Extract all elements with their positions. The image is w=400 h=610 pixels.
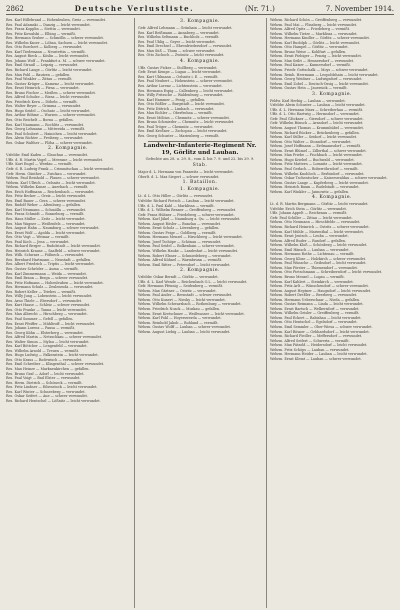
- casualty-entry: Res. Walter Simon — Mylau — leicht verwundet.: [6, 339, 90, 344]
- casualty-entry: Res. Alfred Schulze — Riesa — leicht verwundet.: [6, 95, 91, 100]
- casualty-entry: Res. Oskar Seifert — Aue — schwer verwundet.: [6, 394, 88, 399]
- casualty-entry: Wehrm. Paul Reinhold — Plauen — schwer verwundet.: [6, 176, 100, 181]
- casualty-entry: Res. Karl Böttcher — Lengenfeld — verwundet.: [6, 344, 88, 349]
- casualty-entry: Vzfeldw. Erich Stein — Görlitz — verwundet.: [270, 206, 347, 211]
- casualty-entry: Res. Georg Kühn — Elsterberg — verwundet.: [6, 330, 84, 335]
- casualty-entry: Res. August Hahn — Naumburg — schwer verwundet.: [6, 226, 100, 231]
- casualty-entry: Res. Bruno Fischer — Meißen — schwer verwundet.: [6, 90, 96, 95]
- casualty-entry: Wehrm. Georg Weidner — Ludwigsdorf — verwundet.: [270, 77, 363, 82]
- casualty-entry: Res. Max Süß — Thum — schwer verwundet.: [138, 48, 216, 53]
- casualty-entry: Wehrm. Bruno Weise — Kohlfurt — gefallen.: [270, 49, 347, 54]
- casualty-entry: Gefr. Wilhelm Bönsch — Arnsdorf — leicht verwundet.: [270, 121, 364, 126]
- casualty-entry: Wehrm. Alfred Seifert — Schwerta — vermißt.: [270, 338, 350, 343]
- casualty-entry: Res. Emil Strauß — Leipzig — verwundet.: [6, 63, 79, 68]
- casualty-entry: Uffz. Gustav Ficker — Stollberg — verwundet.: [138, 65, 218, 70]
- casualty-entry: Wehrm. Ernst Bartsch — Welkersdorf — verwundet.: [270, 306, 360, 311]
- casualty-entry: Wehrm. Karl Jäkel — Naumburg a. Qu. — leicht verwundet.: [138, 217, 241, 222]
- casualty-entry: Wehrm. Karl Ullrich — Oelsnitz — leicht verwundet.: [6, 180, 96, 185]
- casualty-entry: Res. Albert Friedrich — Triptis — leicht verwundet.: [6, 262, 95, 267]
- company-heading: 3. Kompagnie.: [312, 91, 352, 97]
- casualty-entry: Res. Johann Wolf — Frankfurt a. M. — schwer verwundet.: [6, 58, 106, 63]
- casualty-entry: Res. Alfred Martin — Netzschkau — schwer verwundet.: [6, 335, 103, 340]
- casualty-entry: Res. Hermann Schulz — Zeulenroda — verwundet.: [6, 285, 94, 290]
- casualty-entry: Vzfeldw. Emil Kaden — Glauchau — verwundet.: [6, 153, 89, 158]
- casualty-entry: Uffz. d. L. Paul Kahl — Marklissa — vermißt.: [138, 203, 215, 208]
- casualty-entry: Wehrm. Georg Klose — Holzkirch — schwer verwundet.: [270, 256, 367, 261]
- casualty-entry: Wehrm. Max Friebe — Fischbach — leicht verwundet.: [270, 153, 363, 158]
- casualty-entry: Uffz. d. L. Karl Wende — Reichenbach O.L. — leicht verwundet.: [138, 279, 248, 284]
- casualty-entry: Res. Karl Neumann — Schmölln — verwundet.: [6, 207, 87, 212]
- casualty-entry: Wehrm. Wilhelm Kunze — Auerbach — vermißt.: [6, 185, 89, 190]
- casualty-entry: Wehrm. Max Förster — Thiemendorf — verwundet.: [270, 265, 358, 270]
- casualty-entry: Res. Ernst Heinrich — Pirna — verwundet.: [6, 86, 80, 91]
- casualty-entry: Wehrm. Gustav Reimann — Linda — leicht verwundet.: [270, 302, 364, 307]
- publication-title: Deutsche Verlustliste.: [74, 4, 195, 13]
- casualty-entry: Wehrm. Karl Rudolph — Görlitz — leicht verwundet.: [270, 40, 361, 45]
- column-middle: [134, 18, 262, 608]
- casualty-entry: Res. Karl Naumann — Rochlitz — verwundet.: [6, 122, 85, 127]
- casualty-entry: Wehrm. August Rösler — Bunzlau — verwundet.: [138, 221, 222, 226]
- casualty-entry: Res. Otto Reichelt — Borna — gefallen.: [6, 118, 74, 123]
- casualty-entry: Wehrm. Fritz Mattern — Lomnitz — leicht verwundet.: [270, 162, 363, 167]
- casualty-entry: Res. Wilhelm Seltmann — Buchholz — vermißt.: [138, 35, 220, 40]
- casualty-entry: Res. Franz Kopplin — Stettin — verwundet.: [6, 27, 81, 32]
- casualty-entry: Wehrm. Karl Pohl — Hoyerswerda — verwundet.: [138, 316, 222, 321]
- casualty-entry: Wehrm. Hermann Heider — Lauban — leicht verwundet.: [270, 352, 368, 357]
- casualty-entry: Wehrm. Emil Zobel — Deutsch-Ossig — leicht verwundet.: [270, 81, 369, 86]
- casualty-entry: Vzfeldw. Richard Pietsch — Lauban — leicht verwundet.: [138, 199, 235, 203]
- casualty-entry: Res. Gustav Krüger — Kamenz — leicht verwundet.: [6, 81, 95, 86]
- casualty-entry: Wehrm. Karl Winkler — Jannowitz — gefallen.: [270, 189, 350, 194]
- casualty-entry: Res. Richard Hentschel — Lößnitz — leicht verwundet.: [6, 398, 101, 403]
- casualty-entry: Gefr. Franz Hübner — Friedeberg — schwer verwundet.: [138, 212, 235, 217]
- casualty-entry: Res. Hans Müller — Zeitz — leicht verwundet.: [6, 216, 86, 221]
- casualty-entry: Res. Paul Adamski — Danzig — leicht verwundet.: [6, 22, 91, 27]
- casualty-entry: Wehrm. Reinh. Herrmann — Leopoldshain — leicht verwundet.: [270, 72, 379, 77]
- casualty-entry: Res. Fritz Becker — Greiz — leicht verwundet.: [6, 194, 87, 199]
- casualty-entry: Res. Arthur Lorenz — Lichtenstein — verwundet.: [138, 84, 223, 89]
- casualty-entry: Wehrm. Wilhelm Schwarzbach — Rothenburg — verwundet.: [138, 302, 242, 307]
- casualty-entry: Res. Fritz Kowalski — Elbing — vermißt.: [6, 31, 76, 36]
- casualty-entry: Res. Paul Uhlig — Geyer — leicht verwundet.: [138, 39, 216, 44]
- casualty-entry: Wehrm. Karl Stiller — Seidorf — leicht verwundet.: [270, 135, 358, 140]
- casualty-entry: Wehrm. Otto Kunert — Niesky — leicht verwundet.: [138, 297, 226, 302]
- casualty-entry: Wehrm. Josef Hoffmann — Erdmannsdorf — vermißt.: [270, 144, 362, 149]
- casualty-entry: Res. Paul Sommer — Gefell — gefallen.: [6, 317, 74, 321]
- casualty-entry: Wehrm. Ernst Kretschmer — Weißwasser — leicht verwundet.: [138, 311, 245, 316]
- casualty-entry: Wehrm. Reinhold Jakob — Ruhland — vermißt.: [138, 320, 219, 325]
- casualty-entry: Res. Paul Voigt — Bad Elster — verwundet.: [6, 376, 81, 381]
- casualty-entry: Res. Kurt Uhlmann — Oelsnitz i. E. — vermißt.: [138, 74, 219, 79]
- casualty-entry: Res. Bernhard Hartmann — Neustadt — gefallen.: [6, 257, 92, 262]
- casualty-entry: Wehrm. Hermann Rothe — Lichtenau — vermißt.: [270, 252, 355, 257]
- casualty-entry: Wehrm. Hermann Kindler — Görlitz — schwer verwundet.: [270, 36, 370, 41]
- casualty-entry: Wehrm. Hermann Menzel — Hirschberg — leicht verwundet.: [138, 235, 243, 240]
- casualty-entry: Wehrm. Robert Elsner — Schmiedeberg — verwundet.: [138, 253, 232, 258]
- company-heading: 4. Kompagnie.: [180, 58, 220, 64]
- casualty-entry: Wehrm. Josef Tschöpe — Schönau — verwundet.: [138, 239, 222, 244]
- casualty-entry: Wehrm. Wilhelm Hauke — Landeshut — leicht verwundet.: [138, 249, 239, 254]
- casualty-entry: Wehrm. Wilhelm Geisler — Greiffenberg — vermißt.: [270, 311, 360, 316]
- casualty-entry: Wehrm. Hermann Ueberschaar — Nieda — gefallen.: [270, 297, 361, 302]
- casualty-entry: Res. Wilh. Schwarz — Pößneck — verwundet.: [6, 253, 85, 258]
- casualty-entry: Res. Heinrich Krause — Saalfeld — schwer verwundet.: [6, 248, 101, 253]
- casualty-entry: Res. Bruno Graf — Adorf — leicht verwundet.: [6, 371, 85, 376]
- casualty-entry: Res. Paul Tröger — Chemnitz — verwundet.: [138, 124, 214, 129]
- casualty-entry: Vzfeldw. Oskar Berndt — Görlitz — verwundet.: [138, 275, 219, 280]
- casualty-entry: Wehrm. Wilhelm Tietze — Marklissa — verwundet.: [270, 31, 358, 36]
- casualty-entry: Res. Alwin Richter — Freiberg — verwundet.: [6, 136, 84, 141]
- casualty-entry: Res. Otto Zschoch — Zwönitz — leicht verwundet.: [138, 53, 225, 58]
- casualty-entry: Res. Ernst Wolf — Apolda — leicht verwundet.: [6, 230, 86, 235]
- column-right: [266, 18, 394, 608]
- casualty-entry: Res. Johann Lorenz — Pausa — vermißt.: [6, 326, 76, 331]
- casualty-entry: Wehrm. Max Pätzold — Heidersdorf — leicht verwundet.: [270, 343, 368, 348]
- casualty-entry: Wehrm. Paul Gerlach — Boberröhrsdorf — vermißt.: [270, 166, 359, 171]
- casualty-entry: Res. Walter Beyer — Grimma — verwundet.: [6, 104, 82, 109]
- casualty-entry: Res. Otto Kraus — Rodewisch — verwundet.: [6, 357, 83, 362]
- casualty-entry: Wehrm. Ernst Scholz — Löwenberg — gefallen.: [138, 226, 220, 231]
- casualty-entry: Wehrm. Emil Hänsch — Lauban — verwundet.: [270, 247, 350, 252]
- casualty-entry: Wehrm. Fritz Schöps — Lauban — verwundet.: [270, 347, 350, 352]
- casualty-entry: Gefr. Alfred Lehmann — Grünhain — leicht verwundet.: [138, 26, 233, 30]
- casualty-entry: Uffz. Johann Appelt — Reichenau — vermißt.: [270, 211, 348, 216]
- casualty-entry: Res. Wilhelm Knorr — Löbau, Sachsen — leicht verwundet.: [6, 40, 109, 45]
- casualty-entry: Res. Gustav Schröder — Auma — vermißt.: [6, 266, 79, 271]
- casualty-entry: Res. Fritz Hofmann — Hohenleuben — leicht verwundet.: [6, 280, 104, 285]
- casualty-entry: Wehrm. Otto Walter — Stonsdorf — verwundet.: [270, 139, 352, 144]
- casualty-entry: Wehrm. Paul Eckert — Rabishau — leicht verwundet.: [270, 315, 362, 320]
- company-heading: 4. Kompagnie.: [312, 195, 352, 201]
- casualty-entry: Res. Otto Rößler — Burgstädt — leicht verwundet.: [138, 102, 225, 107]
- casualty-entry: Wehrm. August Liebig — Lauban — leicht verwundet.: [138, 329, 231, 334]
- casualty-entry: Res. Herm. Dietrich — Schöneck — vermißt.: [6, 380, 83, 385]
- casualty-entry: Uffz. d. L. Wilhelm Renner — Greiffenberg — verwundet.: [138, 208, 237, 213]
- casualty-entry: Res. Georg Schuster — Marienberg — vermißt.: [138, 134, 220, 139]
- casualty-entry: Res. Fritz Dittrich — Limbach — verwundet.: [138, 106, 215, 111]
- casualty-entry: Res. Hugo Ludwig — Falkenstein — leicht verwundet.: [6, 353, 99, 358]
- casualty-entry: Wehrm. Wilhelm Kloß — Schönberg — leicht verwundet.: [270, 243, 368, 248]
- casualty-entry: Wehrm. August Heptner — Haugsdorf — leicht verwundet.: [270, 288, 372, 293]
- casualty-entry: Res. Emil Drechsel — Ehrenfriedersdorf — verwundet.: [138, 44, 233, 49]
- text-columns: [6, 18, 394, 608]
- company-heading: 1. Bataillon.: [182, 180, 218, 186]
- casualty-entry: Wehrm. Fritz Arlt — Wünschendorf — schwer verwundet.: [270, 284, 369, 289]
- casualty-entry: Wehrm. Hugo Kriebel — Buchwald — verwundet.: [270, 157, 355, 162]
- casualty-entry: Res. Karl Tiedemann — Neustettin — vermißt.: [6, 49, 86, 54]
- casualty-entry: Wehrm. Friedrich Noack — Muskau — gefallen.: [138, 307, 221, 312]
- casualty-entry: Res. Robert Keller — Triebes — vermißt.: [6, 289, 77, 294]
- casualty-entry: Wehrm. Gustav Feige — Goldberg — vermißt.: [138, 230, 217, 235]
- casualty-entry: Gefr. d. R. Ludwig Frank — Crimmitschau — leicht verwundet.: [6, 166, 114, 171]
- casualty-entry: Res. Max Wagner — Weißenfels — verwundet.: [6, 221, 86, 226]
- casualty-entry: Res. Emil Schreiber — Klingenthal — schwer verwundet.: [6, 362, 105, 367]
- casualty-entry: Wehrm. Alfred Kühnel — Warmbrunn — vermißt.: [138, 258, 223, 263]
- casualty-entry: Res. Max Eichler — Oberfrohna — vermißt.: [138, 111, 213, 116]
- company-heading: 2. Kompagnie.: [48, 146, 88, 152]
- column-left: [6, 18, 130, 608]
- casualty-entry: Wehrm. Karl Rösner — Gebhardsdorf — leicht verwundet.: [270, 329, 370, 334]
- casualty-entry: Lt. d. R. Martin Bergmann — Görlitz — leicht verwundet.: [270, 202, 369, 207]
- casualty-entry: Res. Paul Neubert — Hohenstein — schwer verwundet.: [138, 79, 233, 84]
- casualty-entry: Vzfeldw. Alwin Schuster — Lauban — leicht verwundet.: [270, 103, 366, 108]
- casualty-entry: Res. Ernst Möbius — Chemnitz — schwer verwundet.: [138, 115, 230, 120]
- casualty-entry: Res. Emil Kreßner — Zschopau — leicht verwundet.: [138, 129, 228, 134]
- casualty-entry: Wehrm. Richard Rücker — Brückenberg — gefallen.: [270, 130, 360, 135]
- casualty-entry: Wehrm. Karl Kahlert — Steinkirch — verwundet.: [270, 279, 354, 284]
- casualty-entry: Res. Oskar Walther — Flöha — schwer verwundet.: [6, 140, 93, 145]
- casualty-entry: Res. Paul Winkler — Zittau — vermißt.: [6, 77, 73, 82]
- casualty-entry: Wehrm. Gustav Wolff — Lauban — schwer verwundet.: [138, 325, 231, 330]
- casualty-entry: Wehrm. Emil Ritter — Petersdorf — leicht verwundet.: [138, 262, 231, 267]
- casualty-entry: Res. Richard Berger — Rudolstadt — leicht verwundet.: [6, 244, 101, 249]
- company-heading: Stab.: [192, 163, 208, 169]
- casualty-entry: Wehrm. Alfred Buder — Rusdorf — gefallen.: [270, 238, 347, 243]
- casualty-entry: Wehrm. Karl Mühle — Marienthal — leicht verwundet.: [270, 229, 364, 234]
- page-header: [6, 4, 394, 15]
- casualty-entry: Wehrm. Friedr. Gottschalk — Moys — schwer verwundet.: [270, 68, 369, 73]
- regiment-heading: Landwehr-Infanterie-Regiment Nr. 19, Görlitz und Lauban.: [143, 143, 257, 156]
- casualty-entry: Res. Max Pohl — Bautzen — gefallen.: [6, 72, 71, 77]
- casualty-entry: Res. Otto Franke — Tanna — leicht verwundet.: [6, 307, 87, 312]
- casualty-entry: Res. Wilhelm Arnold — Treuen — vermißt.: [6, 348, 80, 353]
- casualty-entry: Wehrm. Richard Fiedler — Meffersdorf — verwundet.: [270, 334, 363, 339]
- casualty-entry: Oberlt. d. L. Max Siegert — schwer verwundet.: [138, 174, 220, 179]
- casualty-entry: Wehrm. Otto Pietschmann — Schreibersdorf — leicht verwundet.: [270, 270, 383, 275]
- casualty-entry: Wehrm. Paul Mai — Flinsberg — leicht verwundet.: [270, 22, 358, 27]
- casualty-entry: Gefr. Hermann Pfennig — Seidenberg — vermißt.: [138, 284, 224, 289]
- casualty-entry: Res. Rudolf Weber — Altenburg — gefallen.: [6, 203, 82, 208]
- casualty-entry: Wehrm. Max Gärtner — Ostritz — verwundet.: [138, 288, 217, 293]
- casualty-entry: Res. Max Albrecht — Hirschberg — verwundet.: [6, 312, 88, 317]
- casualty-entry: Res. Max Heinze — Markneukirchen — gefallen.: [6, 367, 90, 372]
- casualty-entry: Res. Otto Borchert — Kolberg — verwundet.: [6, 45, 83, 50]
- casualty-entry: Wehrm. Heinrich Baum — Rudelstadt — verwundet.: [270, 185, 360, 190]
- casualty-entry: Wehrm. Robert Dreßler — Beerberg — verwundet.: [270, 293, 358, 298]
- casualty-entry: Gefr. Paul Glöckner — Giersdorf — schwer verwundet.: [270, 116, 364, 121]
- casualty-entry: Res. Erich Hoffmann — Reichenbach — verwundet.: [6, 189, 95, 194]
- casualty-entry: Wehrm. Otto Hampel — Görlitz — verwundet.: [270, 45, 349, 50]
- casualty-entry: Res. Fritz Lindner — Eibenstock — leicht verwundet.: [6, 385, 98, 390]
- casualty-entry: Res. Franz Schmidt — Ronneburg — vermißt.: [6, 212, 85, 217]
- casualty-entry: Res. Willy Jung — Lobenstein — leicht verwundet.: [6, 294, 93, 299]
- issue-date: 7. November 1914.: [325, 5, 394, 13]
- casualty-entry: Res. Bruno Schmieder — Chemnitz — leicht verwundet.: [138, 120, 235, 125]
- casualty-entry: Wehrm. Otto Neumann — Hirschfelde — verwundet.: [270, 220, 361, 225]
- casualty-entry: Res. Arthur Böhme — Wurzen — schwer verwundet.: [6, 113, 96, 118]
- casualty-entry: Lt. d. L. Otto Hiller — Görlitz — verwundet.: [138, 194, 214, 199]
- casualty-entry: Gefr. Ernst Kempe — Lugau — leicht verwundet.: [138, 70, 222, 75]
- casualty-entry: Wehrm. Alfred Opitz — Friedeberg — vermißt.: [270, 27, 351, 32]
- casualty-entry: Res. Paul Koch — Jena — verwundet.: [6, 239, 70, 244]
- casualty-entry: Wehrm. Richard Heinrich — Ostritz — schwer verwundet.: [270, 224, 370, 229]
- issue-number: (Nr. 71.): [245, 5, 275, 13]
- casualty-entry: Res. Hermann Espig — Callenberg — leicht verwundet.: [138, 88, 234, 93]
- casualty-entry: Wehrm. Bruno Menzel — Logau — vermißt.: [270, 274, 345, 279]
- casualty-entry: Wehrm. Max Seibt — Hennersdorf — verwundet.: [270, 58, 355, 63]
- casualty-entry: Wehrm. Oskar Tschentscher — Kaiserswaldau — schwer verwundet.: [270, 176, 388, 181]
- company-heading: 3. Kompagnie.: [180, 19, 220, 24]
- casualty-entry: Wehrm. Richard Schön — Greiffenberg — verwundet.: [270, 18, 363, 22]
- casualty-entry: Res. Emil Bauer — Gera — schwer verwundet.: [6, 198, 87, 203]
- casualty-entry: Wehrm. August Thomas — Krummhübel — verwundet.: [270, 126, 364, 131]
- casualty-entry: Wehrm. Ernst Klemt — Lauban — schwer verwundet.: [270, 356, 362, 361]
- casualty-entry: Res. Karl Winter — Schneeberg — verwundet.: [6, 389, 86, 394]
- section-divider: [148, 141, 252, 142]
- casualty-entry: Wehrm. Gustav Hein — Jauernick — vermißt.: [270, 86, 348, 91]
- casualty-entry: Res. Friedrich Kern — Döbeln — vermißt.: [6, 99, 78, 104]
- casualty-entry: Feldw. Karl Herbig — Lauban — verwundet.: [270, 98, 346, 103]
- casualty-entry: Res. Richard Lange — Görlitz — leicht verwundet.: [6, 68, 93, 73]
- battle-dates-note: Gefechte am 28. u. 29. 8., vom 4. bis 7. 9. und 22. bis 29. 9.: [145, 157, 255, 162]
- casualty-entry: Wehrm. Ernst Jentsch — Leuba — verwundet.: [270, 234, 349, 239]
- casualty-entry: Wehrm. Ernst Fiebiger — Penzig — leicht verwundet.: [270, 54, 362, 59]
- casualty-entry: Res. Otto Vogt — Weimar — vermißt.: [6, 235, 70, 240]
- casualty-entry: Res. Hermann Gruber — Schmölln — schwer verwundet.: [6, 36, 104, 41]
- casualty-entry: Res. Emil Braun — Berga — schwer verwundet.: [6, 276, 89, 281]
- casualty-entry: Wehrm. Ernst Blümel — Zillerthal — schwer verwundet.: [270, 148, 367, 153]
- casualty-entry: Res. Georg Lehmann — Mittweida — vermißt.: [6, 127, 86, 132]
- casualty-entry: Wehrm. Wilhelm Knobloch — Berbisdorf — verwundet.: [270, 171, 365, 176]
- company-heading: 2. Kompagnie.: [180, 268, 220, 274]
- casualty-entry: Res. Ernst Pfeiffer — Mühltroff — leicht verwundet.: [6, 321, 96, 326]
- casualty-entry: Res. August Rieck — Köslin — leicht verwundet.: [6, 54, 90, 59]
- casualty-entry: Res. Karl Hammer — Penig — gefallen.: [138, 97, 206, 102]
- casualty-entry: Major d. L. Hermann von Pannwitz — leicht verwundet.: [138, 170, 234, 175]
- casualty-entry: Wehrm. Paul Wünsche — Geibsdorf — leicht verwundet.: [270, 261, 367, 266]
- casualty-entry: Wehrm. Paul Seidel — Bolkenhain — schwer verwundet.: [138, 244, 235, 249]
- casualty-entry: Res. Paul Schubert — Hainichen — leicht verwundet.: [6, 131, 98, 136]
- casualty-entry: Res. Hugo Seidel — Oschatz — leicht verwundet.: [6, 108, 91, 113]
- casualty-entry: Uffz. d. L. Hermann Marx — Schreiberhau — vermißt.: [270, 107, 364, 112]
- casualty-entry: Gefr. Paul Schiller — Zittau — leicht verwundet.: [270, 215, 353, 220]
- casualty-entry: Res. Willy Fritzsche — Waldenburg — verwundet.: [138, 93, 224, 98]
- casualty-entry: Gefr. Herm. Günther — Zwickau — verwundet.: [6, 171, 87, 176]
- casualty-entry: Wehrm. Paul Kaiser — Kunnersdorf — vermißt.: [270, 63, 351, 68]
- casualty-entry: Res. Kurt Haase — Schleiz — schwer verwundet.: [6, 303, 91, 308]
- casualty-entry: Wehrm. Gustav Lange — Kupferberg — leicht verwundet.: [270, 180, 369, 185]
- casualty-entry: Wehrm. Otto Hentschel — Egelsdorf — verwundet.: [270, 320, 358, 325]
- casualty-entry: Res. Arno Thiele — Ebersdorf — verwundet.: [6, 298, 83, 303]
- casualty-entry: Res. Karl Reißmann — Annaberg — verwundet.: [138, 30, 220, 35]
- casualty-entry: Wehrm. Paul Ander — Bernstadt — schwer verwundet.: [138, 293, 233, 298]
- casualty-entry: Wehrm. Emil Semmler — Ober-Wiesa — schwer verwundet.: [270, 325, 373, 329]
- page-number: 2862: [6, 5, 24, 13]
- company-heading: 1. Kompagnie.: [180, 187, 220, 193]
- casualty-entry: Uffz. d. R. Martin Vogel — Meerane — leicht verwundet.: [6, 157, 104, 162]
- casualty-entry: Uffz. d. L. Otto Hartwig — Hermsdorf — verwundet.: [270, 112, 360, 117]
- casualty-entry: Uffz. Kurt Engel — Werdau — vermißt.: [6, 162, 73, 167]
- casualty-entry: Res. Karl Zimmermann — Weida — verwundet.: [6, 271, 87, 276]
- casualty-entry: Res. Karl Hillebrand — Hohenleuben, Greiz — verwundet.: [6, 18, 107, 22]
